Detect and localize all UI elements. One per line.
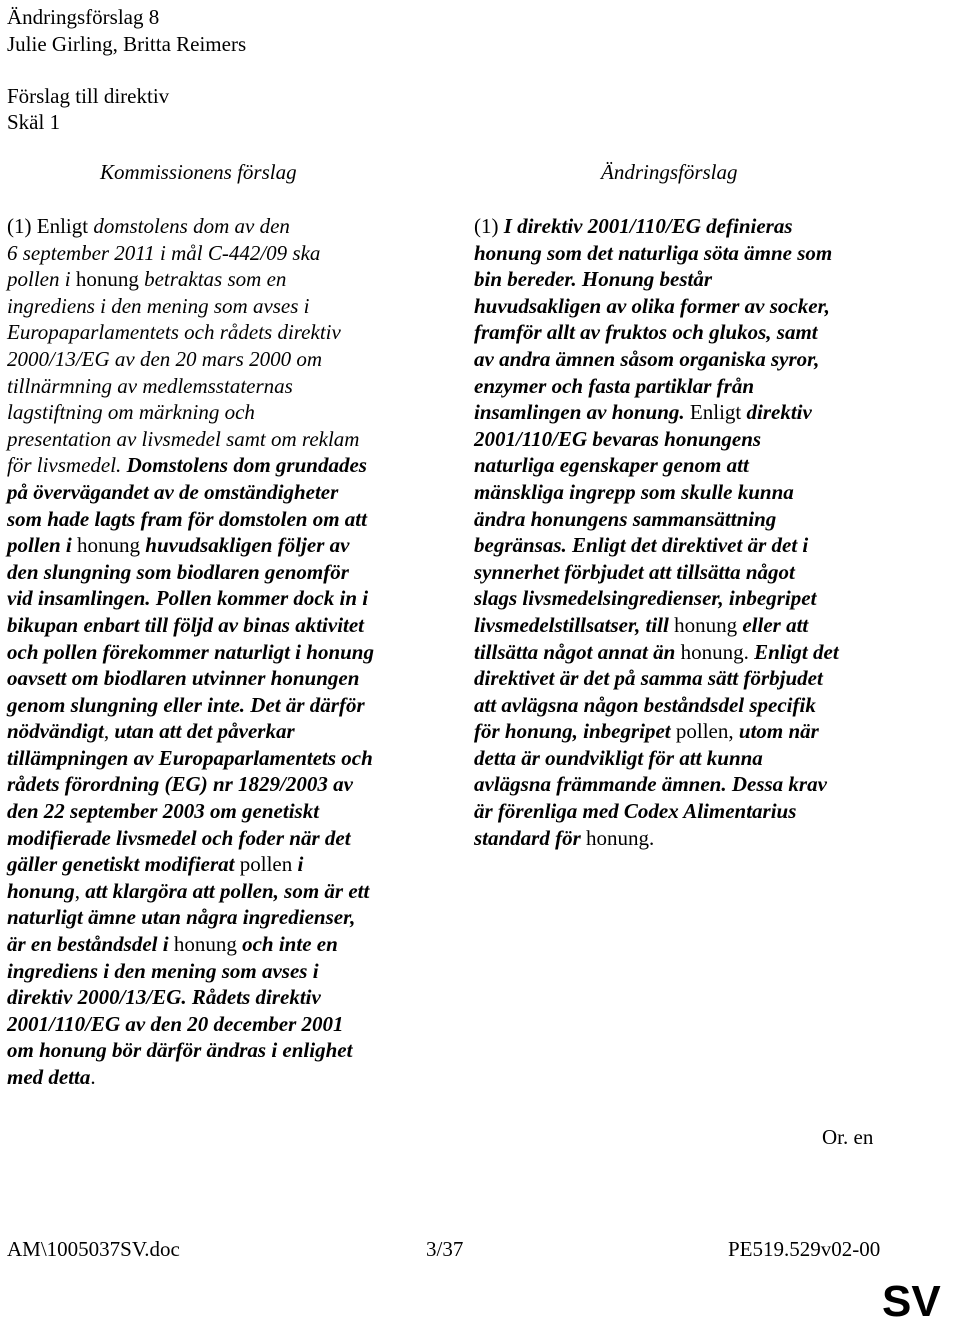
text-line	[474, 532, 934, 559]
text-line	[474, 346, 934, 373]
text-segment: genom slungning eller inte. Det är därför	[7, 692, 365, 717]
text-segment: som hade lagts fram för domstolen om att	[7, 506, 367, 531]
text-segment: att klargöra att pollen, som är ett	[85, 878, 370, 903]
text-segment: (1)	[474, 214, 504, 238]
text-segment: begränsas. Enligt det direktivet är det i	[474, 533, 809, 558]
text-line	[474, 506, 934, 533]
text-line	[7, 266, 447, 293]
text-segment: 2001/110/EG av den 20 december 2001	[7, 1011, 344, 1036]
amendment-number: Ändringsförslag 8	[7, 5, 160, 29]
text-line	[474, 825, 934, 852]
text-segment: huvudsakligen följer av	[145, 533, 350, 558]
text-line	[474, 213, 934, 240]
text-segment: tillnärmning av medlemsstaternas	[7, 373, 293, 398]
language-code: SV	[882, 1277, 941, 1326]
text-segment: är en beståndsdel i	[7, 932, 174, 957]
text-segment: utom när	[738, 719, 819, 744]
text-line	[7, 904, 447, 931]
text-line	[474, 266, 934, 293]
text-line	[474, 373, 934, 400]
text-segment: pollen i	[7, 267, 76, 292]
text-line	[7, 293, 447, 320]
text-line	[7, 851, 447, 878]
text-segment: för livsmedel.	[7, 453, 127, 478]
text-line	[7, 984, 447, 1011]
proposal-title: Förslag till direktiv	[7, 84, 170, 108]
text-line	[7, 771, 447, 798]
recital-label: Skäl 1	[7, 110, 61, 134]
text-segment: direktiv	[746, 400, 812, 425]
text-segment: honung som det naturliga söta ämne som	[474, 240, 833, 265]
text-segment: Enligt det	[754, 639, 839, 664]
text-line	[474, 319, 934, 346]
text-segment: 6 september 2011 i mål C-442/09 ska	[7, 240, 321, 265]
text-segment: oavsett om biodlaren utvinner honungen	[7, 666, 360, 691]
text-line	[7, 825, 447, 852]
text-line	[7, 1011, 447, 1038]
text-segment: är förenliga med Codex Alimentarius	[474, 799, 797, 824]
text-segment: lagstiftning om märkning och	[7, 400, 255, 425]
text-line	[7, 1037, 447, 1064]
text-segment: detta är oundvikligt för att kunna	[474, 745, 763, 770]
text-segment: insamlingen av honung.	[474, 400, 690, 425]
text-segment: bin bereder. Honung består	[474, 267, 713, 292]
text-line	[7, 958, 447, 985]
text-segment: pollen	[239, 852, 298, 877]
text-segment: ,	[103, 719, 115, 744]
text-segment: på övervägandet av de omständigheter	[7, 479, 339, 504]
text-segment: huvudsakligen av olika former av socker,	[474, 293, 830, 318]
text-line	[474, 665, 934, 692]
text-segment: att avlägsna någon beståndsdel specifik	[474, 692, 816, 717]
text-segment: pollen i	[7, 533, 78, 558]
page-number: 3/37	[426, 1237, 464, 1261]
text-line	[474, 745, 934, 772]
text-line	[7, 532, 447, 559]
text-segment: ändra honungens sammansättning	[474, 506, 777, 531]
text-line	[474, 452, 934, 479]
text-line	[7, 452, 447, 479]
text-line	[7, 692, 447, 719]
pe-reference: PE519.529v02-00	[728, 1237, 881, 1261]
text-segment: framför allt av fruktos och glukos, samt	[474, 320, 818, 345]
text-segment: tillämpningen av Europaparlamentets och	[7, 745, 373, 770]
text-segment: avlägsna främmande ämnen. Dessa krav	[474, 772, 827, 797]
text-segment: om honung bör därför ändras i enlighet	[7, 1038, 353, 1063]
text-segment: honung.	[586, 825, 655, 850]
text-segment: nödvändigt	[7, 719, 104, 744]
text-segment: ingrediens i den mening som avses i	[7, 958, 319, 983]
text-line	[474, 479, 934, 506]
text-line	[7, 798, 447, 825]
text-segment: och pollen förekommer naturligt i honung	[7, 639, 374, 664]
commission-proposal-heading: Kommissionens förslag	[100, 160, 297, 184]
text-line	[474, 240, 934, 267]
text-segment: med detta	[7, 1065, 91, 1089]
text-line	[7, 506, 447, 533]
text-segment: standard för	[474, 825, 587, 850]
text-segment: modifierade livsmedel och foder när det	[7, 825, 351, 850]
text-line	[7, 612, 447, 639]
text-segment: 2000/13/EG av den 20 mars 2000 om	[7, 346, 322, 371]
text-line	[7, 426, 447, 453]
text-segment: I direktiv 2001/110/EG definieras	[503, 214, 793, 238]
text-line	[7, 878, 447, 905]
text-line	[7, 479, 447, 506]
text-segment: vid insamlingen. Pollen kommer dock in i	[7, 586, 369, 611]
text-segment: ,	[74, 878, 86, 903]
text-segment: mänskliga ingrepp som skulle kunna	[474, 479, 794, 504]
text-line	[474, 639, 934, 666]
original-language: Or. en	[822, 1125, 874, 1149]
text-line	[7, 665, 447, 692]
text-segment: Domstolens dom grundades	[126, 453, 367, 478]
text-line	[474, 692, 934, 719]
text-segment: honung	[674, 612, 743, 637]
text-segment: honung	[173, 932, 243, 957]
text-line	[7, 399, 447, 426]
text-segment: pollen,	[675, 719, 739, 744]
text-line	[474, 612, 934, 639]
text-segment: direktiv 2000/13/EG. Rådets direktiv	[7, 985, 321, 1010]
text-line	[7, 346, 447, 373]
text-line	[474, 798, 934, 825]
text-line	[474, 771, 934, 798]
commission-proposal-text	[7, 213, 447, 1091]
text-line	[474, 559, 934, 586]
text-segment: .	[90, 1065, 96, 1089]
text-segment: betraktas som en	[144, 267, 287, 292]
text-segment: honung	[77, 533, 146, 558]
text-segment: av andra ämnen såsom organiska syror,	[474, 346, 820, 371]
text-segment: gäller genetiskt modifierat	[7, 852, 240, 877]
amendment-authors: Julie Girling, Britta Reimers	[7, 32, 247, 56]
text-line	[7, 745, 447, 772]
text-line	[7, 559, 447, 586]
text-segment: rådets förordning (EG) nr 1829/2003 av	[7, 772, 353, 797]
text-segment: naturligt ämne utan några ingredienser,	[7, 905, 356, 930]
text-segment: honung	[75, 267, 145, 292]
text-line	[474, 718, 934, 745]
text-line	[7, 213, 447, 240]
text-segment: ingrediens i den mening som avses i	[7, 293, 310, 318]
text-line	[474, 293, 934, 320]
text-line	[7, 373, 447, 400]
text-line	[474, 426, 934, 453]
document-reference: AM\1005037SV.doc	[7, 1237, 180, 1261]
text-line	[7, 319, 447, 346]
text-segment: domstolens dom av den	[93, 214, 290, 238]
text-line	[474, 585, 934, 612]
text-segment: den 22 september 2003 om genetiskt	[7, 799, 320, 824]
text-segment: livsmedelstillsatser, till	[474, 612, 675, 637]
text-segment: presentation av livsmedel samt om reklam	[7, 426, 360, 451]
text-segment: slags livsmedelsingredienser, inbegripet	[474, 586, 817, 611]
text-segment: tillsätta något annat än	[474, 639, 681, 664]
text-segment: Enligt	[689, 400, 747, 425]
text-line	[7, 931, 447, 958]
text-segment: honung	[7, 878, 75, 903]
text-line	[7, 585, 447, 612]
text-line	[7, 718, 447, 745]
text-segment: i	[297, 852, 304, 877]
text-segment: naturliga egenskaper genom att	[474, 453, 749, 478]
text-line	[7, 240, 447, 267]
text-segment: 2001/110/EG bevaras honungens	[474, 426, 762, 451]
amendment-heading: Ändringsförslag	[601, 160, 738, 184]
text-line	[7, 1064, 447, 1091]
text-segment: Europaparlamentets och rådets direktiv	[7, 320, 341, 345]
amendment-text	[474, 213, 934, 851]
text-segment: den slungning som biodlaren genomför	[7, 559, 349, 584]
text-segment: synnerhet förbjudet att tillsätta något	[474, 559, 795, 584]
text-segment: direktivet är det på samma sätt förbjudet	[474, 666, 823, 691]
text-segment: enzymer och fasta partiklar från	[474, 373, 755, 398]
text-line	[474, 399, 934, 426]
text-segment: (1) Enligt	[7, 214, 94, 238]
text-segment: eller att	[742, 612, 809, 637]
text-segment: och inte en	[242, 932, 338, 957]
text-segment: utan att det påverkar	[114, 719, 295, 744]
text-segment: för honung, inbegripet	[474, 719, 676, 744]
text-segment: bikupan enbart till följd av binas aktivitet	[7, 612, 365, 637]
text-segment: honung.	[680, 639, 755, 664]
text-line	[7, 639, 447, 666]
